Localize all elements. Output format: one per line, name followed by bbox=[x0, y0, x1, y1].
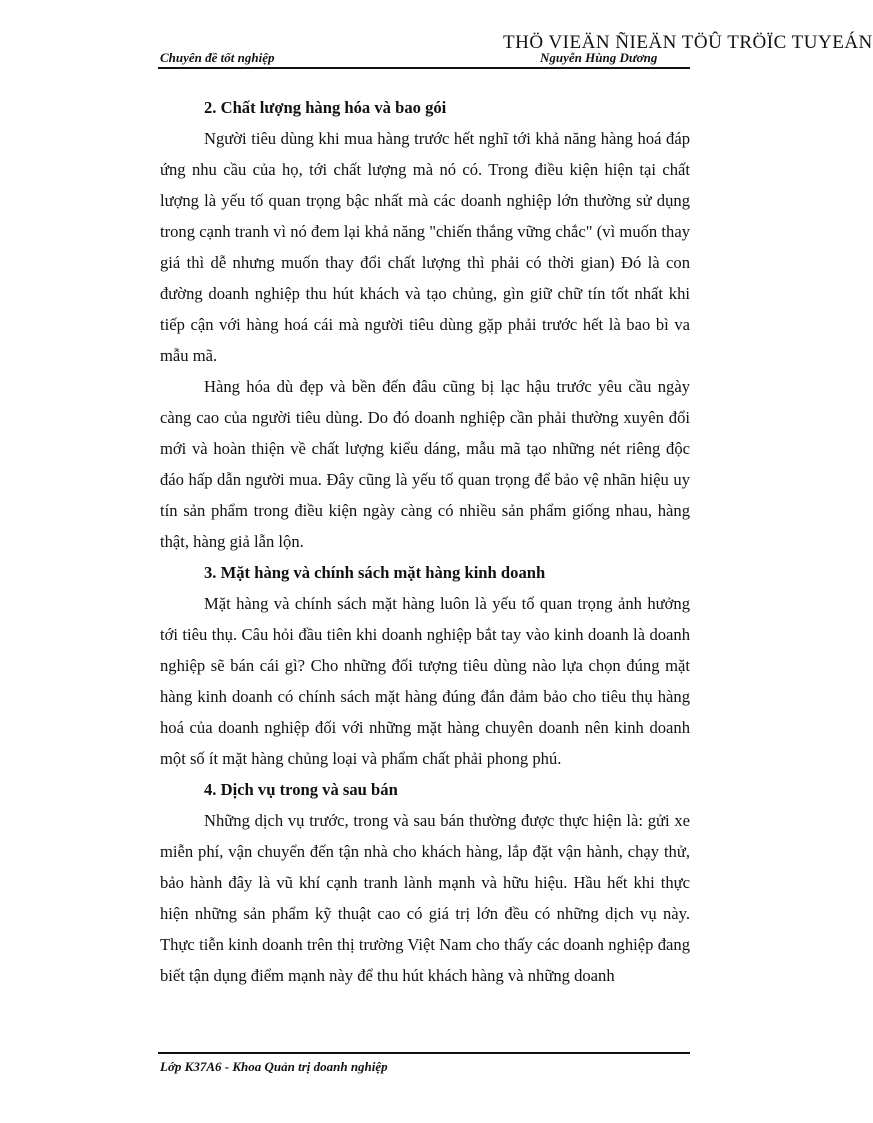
footer-divider bbox=[158, 1052, 690, 1054]
section-heading: 4. Dịch vụ trong và sau bán bbox=[204, 780, 398, 799]
header-title: Chuyên đề tốt nghiệp bbox=[160, 50, 275, 65]
header-divider bbox=[158, 67, 690, 69]
document-body bbox=[160, 92, 690, 991]
paragraph: Mặt hàng và chính sách mặt hàng luôn là yếu tố quan trọng ảnh hưởng tới tiêu thụ. Câu hỏi đầu tiên khi doanh nghiệp bắt tay vào kinh doanh là doanh nghiệp sẽ bán cái gì? Cho những đối tượng tiêu dùng nào lựa chọn đúng mặt hàng kinh doanh có chính sách mặt hàng đúng đắn đảm bảo cho tiêu thụ hàng hoá của doanh nghiệp đối với những mặt hàng chuyên doanh nên kinh doanh một số ít mặt hàng chủng loại và phẩm chất phải phong phú. bbox=[160, 594, 690, 768]
paragraph: Những dịch vụ trước, trong và sau bán thường được thực hiện là: gửi xe miễn phí, vận chuyển đến tận nhà cho khách hàng, lắp đặt vận hành, chạy thử, bảo hành đây là vũ khí cạnh tranh lành mạnh và hữu hiệu. Hầu hết khi thực hiện những sản phẩm kỹ thuật cao có giá trị lớn đều có những dịch vụ này. Thực tiễn kinh doanh trên thị trường Việt Nam cho thấy các doanh nghiệp đang biết tận dụng điểm mạnh này để thu hút khách hàng và những doanh bbox=[160, 811, 690, 985]
paragraph: Hàng hóa dù đẹp và bền đến đâu cũng bị lạc hậu trước yêu cầu ngày càng cao của người tiêu dùng. Do đó doanh nghiệp cần phải thường xuyên đổi mới và hoàn thiện về chất lượng kiểu dáng, mẫu mã tạo những nét riêng độc đáo hấp dẫn người mua. Đây cũng là yếu tố quan trọng để bảo vệ nhãn hiệu uy tín sản phẩm trong điều kiện ngày càng có nhiều sản phẩm giống nhau, hàng thật, hàng giả lẫn lộn. bbox=[160, 377, 690, 551]
header-author: Nguyễn Hùng Dương bbox=[540, 50, 658, 65]
section-heading: 3. Mặt hàng và chính sách mặt hàng kinh doanh bbox=[204, 563, 546, 582]
footer-text: Lớp K37A6 - Khoa Quản trị doanh nghiệp bbox=[160, 1059, 388, 1074]
paragraph: Người tiêu dùng khi mua hàng trước hết nghĩ tới khả năng hàng hoá đáp ứng nhu cầu của họ, tới chất lượng mà nó có. Trong điều kiện hiện tại chất lượng là yếu tố quan trọng bậc nhất mà các doanh nghiệp lớn thường sử dụng trong cạnh tranh vì nó đem lại khả năng "chiến thắng vững chắc" (vì muốn thay giá thì dễ nhưng muốn thay đổi chất lượng thì phải có thời gian) Đó là con đường doanh nghiệp thu hút khách và tạo chủng, gìn giữ chữ tín tốt nhất khi tiếp cận với hàng hoá cái mà người tiêu dùng gặp phải trước hết là bao bì va mẫu mã. bbox=[160, 129, 690, 365]
section-heading: 2. Chất lượng hàng hóa và bao gói bbox=[204, 98, 447, 117]
watermark-text: THÖ VIEÄN ÑIEÄN TÖÛ TRÖÏC TUYEÁN bbox=[503, 32, 873, 53]
